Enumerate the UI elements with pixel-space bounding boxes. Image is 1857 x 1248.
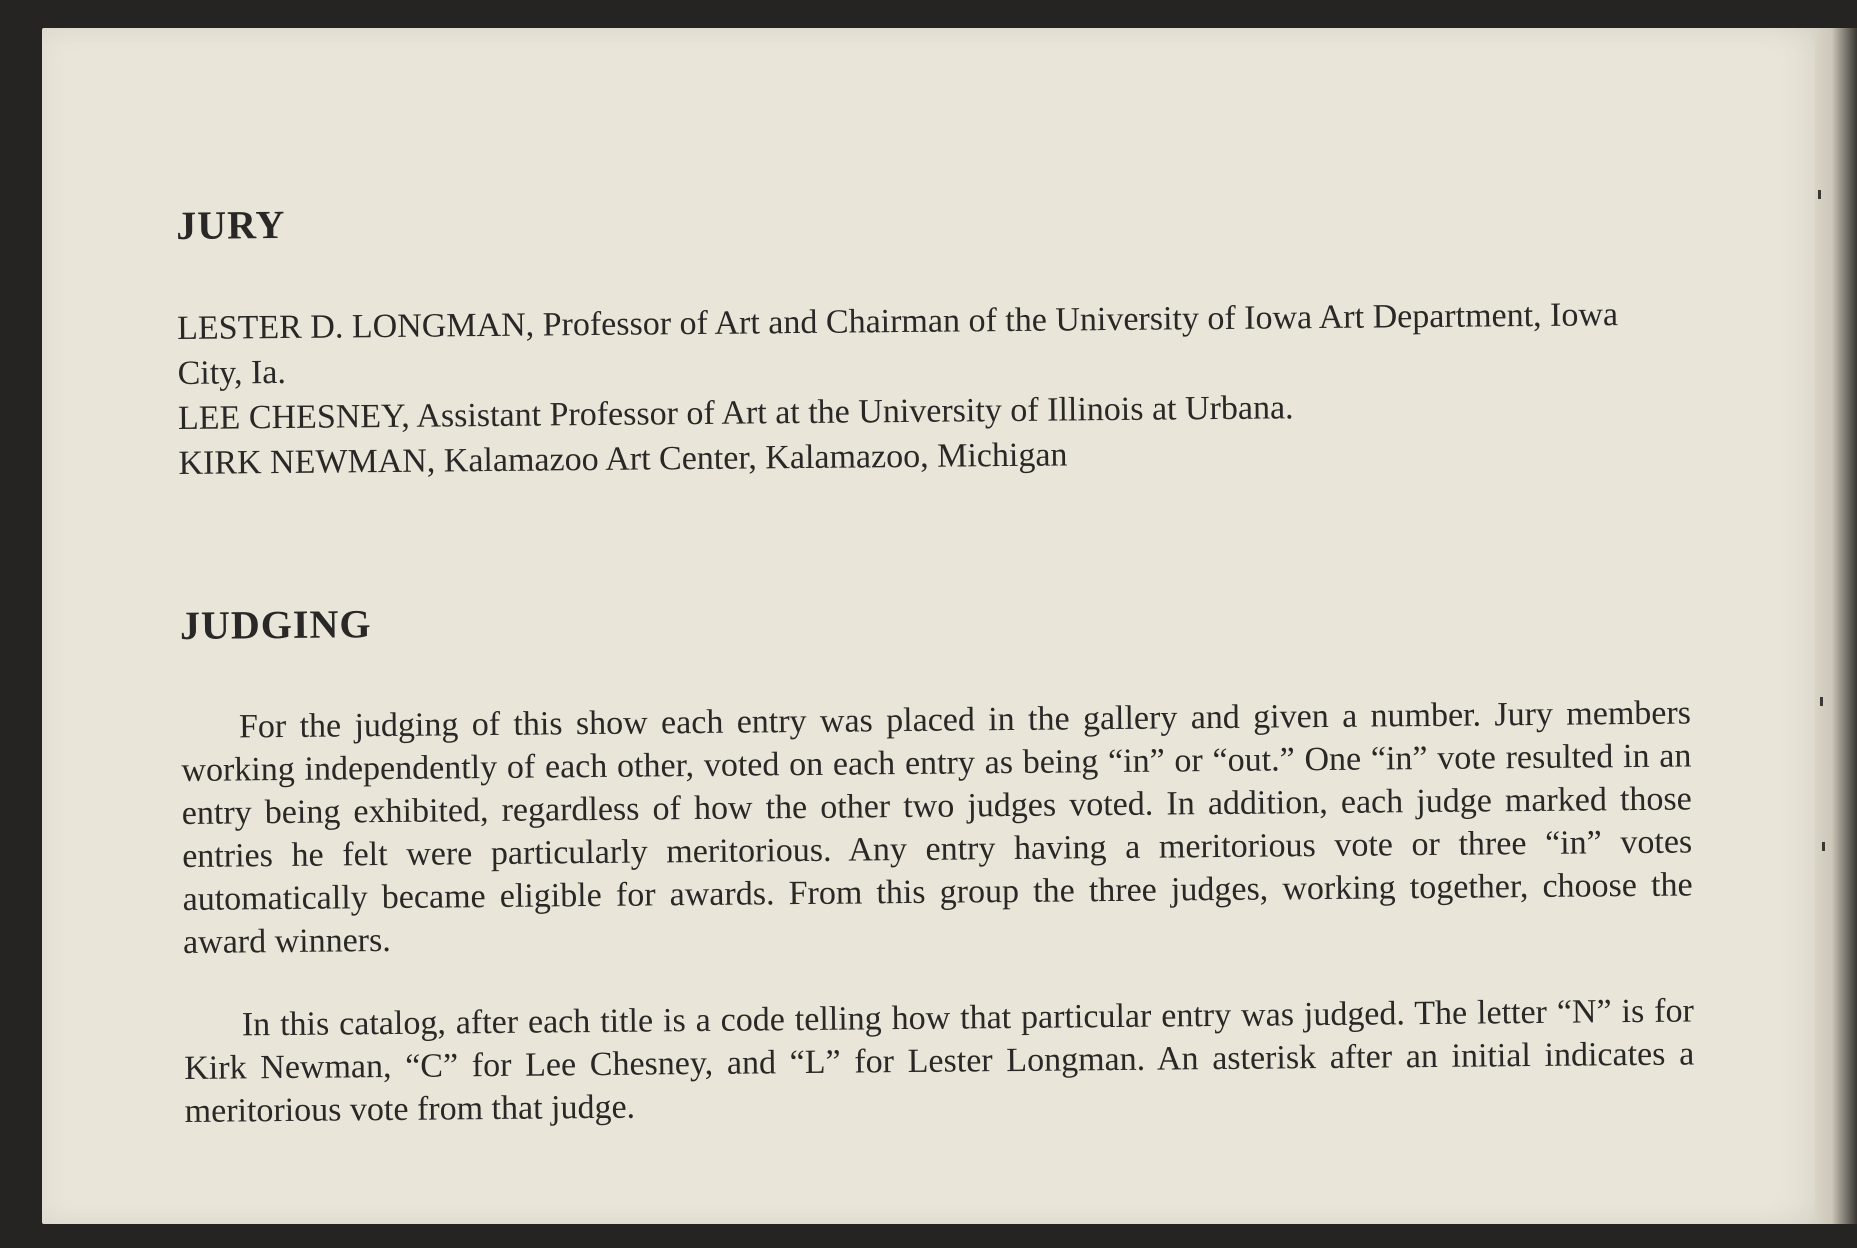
jury-heading: JURY [175,201,286,248]
jury-member: LEE CHESNEY, Assistant Professor of Art at the University of Illinois at Urbana. [177,389,1294,437]
jury-member: LESTER D. LONGMAN, Professor of Art and Chairman of the University of Iowa Art Department, Iowa City, Ia. [176,296,1619,392]
jury-member-list [177,292,1689,486]
binding-mark [1818,190,1821,199]
jury-section [176,192,1689,486]
book-spine [1815,28,1857,1224]
binding-mark [1820,697,1823,706]
jury-member: KIRK NEWMAN, Kalamazoo Art Center, Kalamazoo, Michigan [178,436,1068,482]
binding-mark [1822,842,1825,851]
judging-paragraph: For the judging of this show each entry was placed in the gallery and given a number. Jury members working independently of each other, voted on each entry as being “in” or “out.” One “in” vote resulted in an entry being exhibited, regardless of how the other two judges voted. In addition, each judge marked those entries he felt were particularly meritorious. Any entry having a meritorious vote or three “in” votes automatically became eligible for awards. From this group the three judges, working together, choose the award winners. [181,694,1693,961]
judging-heading: JUDGING [179,601,372,648]
judging-paragraph: In this catalog, after each title is a code telling how that particular entry was judged. The letter “N” is for Kirk Newman, “C” for Lee Chesney, and “L” for Lester Longman. An asterisk after an initial indicates a meritorious vote from that judge. [184,992,1695,1130]
judging-section [180,591,1695,1132]
page-content [176,192,1695,1133]
